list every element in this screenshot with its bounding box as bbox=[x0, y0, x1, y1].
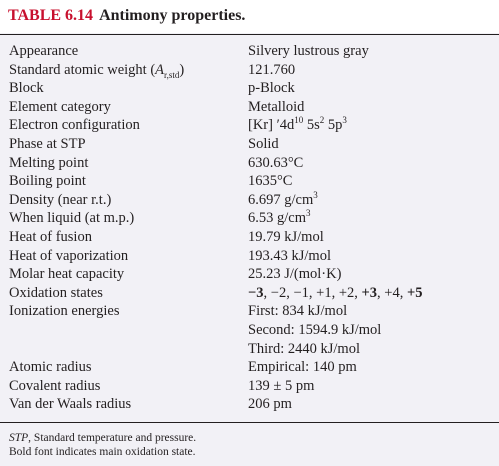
property-row-heat-of-vaporization bbox=[0, 247, 499, 265]
top-rule bbox=[0, 34, 499, 35]
property-label: Electron configuration bbox=[9, 117, 140, 133]
property-value: [Kr] $'4d^{10}$ $5s^2$ $5p^3$ bbox=[248, 115, 347, 133]
property-label: Element category bbox=[9, 99, 111, 115]
property-value: 121.760 bbox=[248, 62, 296, 78]
oxidation-state: +2 bbox=[338, 285, 355, 301]
property-label: Van der Waals radius bbox=[9, 396, 132, 412]
property-row-phase bbox=[0, 135, 499, 153]
footnote-stp: STP, Standard temperature and pressure. bbox=[9, 432, 197, 444]
property-label: When liquid (at m.p.) bbox=[9, 210, 135, 226]
table-number: TABLE 6.14 bbox=[8, 7, 94, 24]
oxidation-state: +1 bbox=[316, 285, 332, 301]
property-row-element-category bbox=[0, 98, 499, 116]
property-label: Standard atomic weight $(A_{r,std})$ bbox=[9, 62, 185, 80]
property-row-boiling-point bbox=[0, 172, 499, 190]
property-row-liquid-density bbox=[0, 209, 499, 227]
footnote-bold: Bold font indicates main oxidation state. bbox=[9, 446, 196, 458]
property-value: Solid bbox=[248, 136, 279, 152]
property-label: Density (near r.t.) bbox=[9, 192, 112, 208]
property-label: Phase at STP bbox=[9, 136, 86, 152]
property-row-block bbox=[0, 79, 499, 97]
oxidation-states-list: −3, −2, −1, +1, +2, +3, +4, +5 bbox=[248, 285, 423, 301]
property-label: Melting point bbox=[9, 155, 89, 171]
property-label: Heat of fusion bbox=[9, 229, 92, 245]
ionization-energy-second: Second: 1594.9 kJ/mol bbox=[248, 322, 382, 338]
property-value: Metalloid bbox=[248, 99, 305, 115]
property-value: 19.79 kJ/mol bbox=[248, 229, 324, 245]
property-value: Empirical: 140 pm bbox=[248, 359, 357, 375]
oxidation-state: −2 bbox=[270, 285, 287, 301]
property-row-oxidation-states bbox=[0, 284, 499, 302]
property-row-atomic-weight bbox=[0, 61, 499, 79]
property-label: Heat of vaporization bbox=[9, 248, 129, 264]
property-label: Molar heat capacity bbox=[9, 266, 125, 282]
property-row-van-der-waals-radius bbox=[0, 395, 499, 413]
property-value: 6.53 $g/cm^3$ bbox=[248, 208, 311, 226]
property-row-heat-of-fusion bbox=[0, 228, 499, 246]
property-value: p-Block bbox=[248, 80, 295, 96]
property-value: 193.43 kJ/mol bbox=[248, 248, 331, 264]
ionization-energy-first: First: 834 kJ/mol bbox=[248, 303, 348, 319]
property-label: Appearance bbox=[9, 43, 79, 59]
property-value: 1635°C bbox=[248, 173, 293, 189]
property-row-ionization-third bbox=[0, 340, 499, 358]
property-value: 139 ± 5 pm bbox=[248, 378, 315, 394]
property-label: Boiling point bbox=[9, 173, 86, 189]
property-row-melting-point bbox=[0, 154, 499, 172]
property-row-molar-heat-capacity bbox=[0, 265, 499, 283]
property-label: Atomic radius bbox=[9, 359, 92, 375]
property-label: Ionization energies bbox=[9, 303, 120, 319]
property-value: 6.697 $g/cm^3$ bbox=[248, 190, 318, 208]
table-title-bar bbox=[0, 0, 499, 33]
property-value: 630.63°C bbox=[248, 155, 304, 171]
property-row-ionization-energies bbox=[0, 302, 499, 320]
property-value: 25.23 J/(mol·K) bbox=[248, 266, 342, 282]
bottom-rule bbox=[0, 422, 499, 423]
property-value: 206 pm bbox=[248, 396, 292, 412]
property-row-density bbox=[0, 191, 499, 209]
property-label: Oxidation states bbox=[9, 285, 103, 301]
property-row-ionization-second bbox=[0, 321, 499, 339]
property-value: Silvery lustrous gray bbox=[248, 43, 369, 59]
property-label: Covalent radius bbox=[9, 378, 101, 394]
table-caption: Antimony properties. bbox=[99, 7, 246, 24]
oxidation-state: +5 bbox=[406, 285, 423, 301]
property-row-atomic-radius bbox=[0, 358, 499, 376]
oxidation-state: +4 bbox=[384, 285, 400, 301]
oxidation-state: −1 bbox=[293, 285, 309, 301]
property-label: Block bbox=[9, 80, 44, 96]
table-title bbox=[8, 7, 245, 25]
oxidation-state: −3 bbox=[248, 285, 264, 301]
oxidation-state: +3 bbox=[361, 285, 378, 301]
property-row-covalent-radius bbox=[0, 377, 499, 395]
ionization-energy-third: Third: 2440 kJ/mol bbox=[248, 341, 360, 357]
property-row-appearance bbox=[0, 42, 499, 60]
property-row-electron-configuration bbox=[0, 116, 499, 134]
